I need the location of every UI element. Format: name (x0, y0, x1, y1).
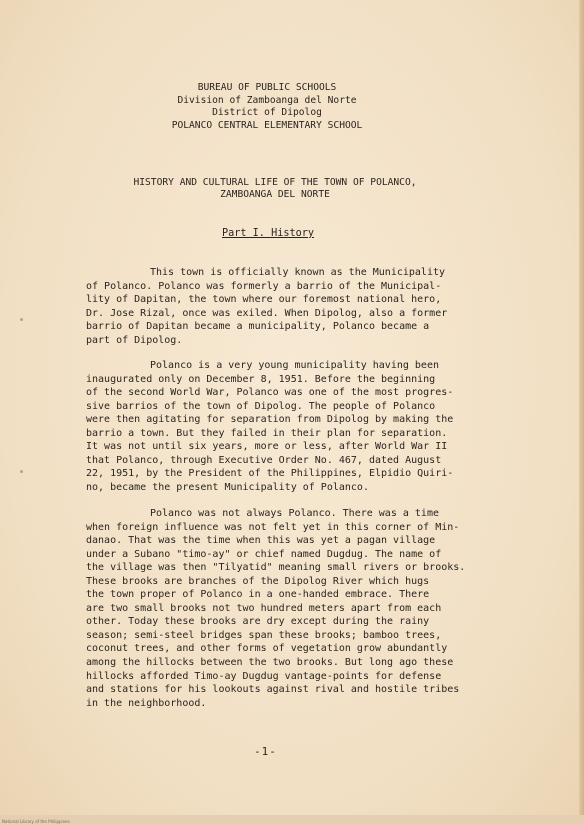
text-line: when foreign influence was not felt yet in this corner of Min- (86, 521, 460, 533)
text-line: the town proper of Polanco in a one-handed embrace. There (86, 589, 430, 601)
paragraph-1 (86, 266, 502, 347)
text-line: 22, 1951, by the President of the Philippines, Elpidio Quiri- (86, 468, 454, 480)
text-line: and stations for his lookouts against rival and hostile tribes (86, 684, 460, 696)
document-title-line: ZAMBOANGA DEL NORTE (220, 189, 330, 201)
text-line: Polanco is a very young municipality having been (150, 360, 439, 371)
text-line: coconut trees, and other forms of vegetation grow abundantly (86, 643, 448, 655)
letterhead (0, 82, 584, 132)
text-line: lity of Dapitan, the town where our foremost national hero, (86, 294, 442, 306)
text-line: of Polanco. Polanco was formerly a barrio of the Municipal- (86, 280, 442, 292)
document-title (110, 177, 440, 202)
punch-hole-mark (20, 318, 23, 321)
paragraph-3 (86, 507, 502, 710)
text-line: part of Dipolog. (86, 334, 183, 346)
text-line: in the neighborhood. (86, 697, 207, 709)
paragraph-2 (86, 359, 502, 494)
text-line: of the second World War, Polanco was one of the most progres- (86, 387, 454, 399)
letterhead-bureau: BUREAU OF PUBLIC SCHOOLS (197, 82, 337, 93)
page-number: -1- (254, 745, 277, 758)
text-line: among the hillocks between the two brooks. But long ago these (86, 657, 454, 669)
text-line: barrio of Dapitan became a municipality, Polanco became a (86, 321, 430, 333)
punch-hole-mark (20, 470, 23, 473)
letterhead-school: POLANCO CENTRAL ELEMENTARY SCHOOL (171, 119, 363, 131)
text-line: the village was then "Tilyatid" meaning small rivers or brooks. (86, 562, 466, 574)
text-line: other. Today these brooks are dry except during the rainy (86, 616, 430, 628)
text-line: barrio a town. But they failed in their plan for separation. (86, 427, 448, 439)
text-line: danao. That was the time when this was yet a pagan village (86, 535, 436, 547)
letterhead-division: Division of Zamboanga del Norte (177, 94, 357, 106)
letterhead-district: District of Dipolog (212, 107, 322, 119)
document-title-line: HISTORY AND CULTURAL LIFE OF THE TOWN OF POLANCO, (133, 177, 417, 188)
text-line: These brooks are branches of the Dipolog River which hugs (86, 575, 430, 587)
text-line: that Polanco, through Executive Order No. 467, dated August (86, 454, 442, 466)
text-line: hillocks afforded Timo-ay Dugdug vantage-points for defense (86, 670, 442, 682)
text-line: inaugurated only on December 8, 1951. Before the beginning (86, 373, 436, 385)
text-line: are two small brooks not two hundred meters apart from each (86, 602, 442, 614)
scan-footer-strip (0, 815, 584, 825)
text-line: were then agitating for separation from Dipolog by making the (86, 414, 454, 426)
text-line: under a Subano "timo-ay" or chief named Dugdug. The name of (86, 548, 442, 560)
text-line: sive barrios of the town of Dipolog. The people of Polanco (86, 400, 436, 412)
text-line: Polanco was not always Polanco. There was a time (150, 508, 439, 519)
text-line: no, became the present Municipality of Polanco. (86, 481, 369, 493)
section-heading: Part I. History (222, 228, 315, 239)
text-line: This town is officially known as the Municipality (150, 267, 446, 278)
text-line: It was not until six years, more or less, after World War II (86, 441, 448, 453)
text-line: Dr. Jose Rizal, once was exiled. When Dipolog, also a former (86, 307, 448, 319)
text-line: season; semi-steel bridges span these brooks; bamboo trees, (86, 629, 442, 641)
scan-footer-text: National Library of the Philippines (2, 819, 70, 824)
